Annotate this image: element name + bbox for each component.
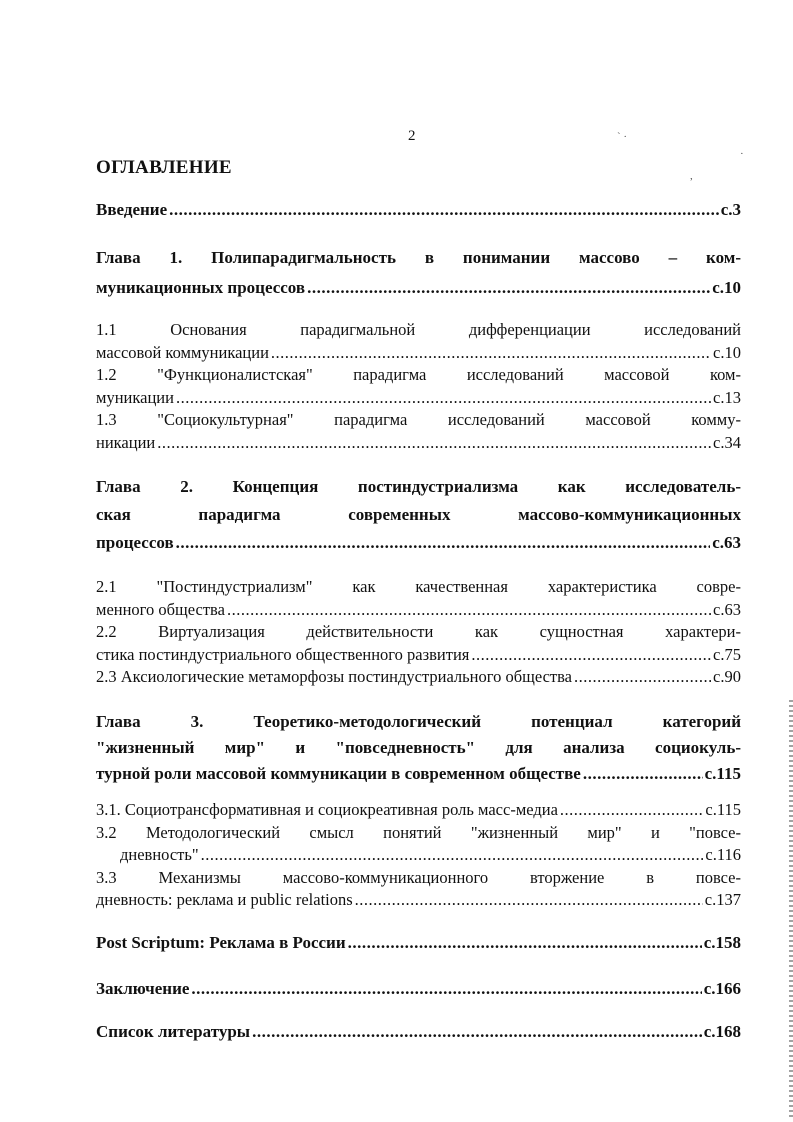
toc-entry-section-3-2[interactable] [96,822,741,867]
leader-dots [307,273,710,303]
leader-dots [348,933,702,953]
entry-page: с.75 [713,644,741,664]
toc-entry-chapter3[interactable] [96,709,741,787]
chapter-title-line: турной роли массовой коммуникации в современном обществе [96,764,581,783]
entry-page: с.63 [712,533,741,552]
entry-label: Заключение [96,979,190,998]
entry-page: с.137 [704,890,741,909]
entry-page: с.158 [703,933,741,952]
entry-page: с.3 [720,200,741,219]
chapter-title-line: ская парадигма современных массово-коммуникационных [96,505,741,524]
section-title-line: дневность" [120,845,199,864]
leader-dots [176,387,711,410]
toc-entry-section-2-1[interactable] [96,576,741,621]
leader-dots [355,889,703,912]
leader-dots [191,979,701,999]
leader-dots [176,529,711,557]
section-title-line: дневность: реклама и public relations [96,890,353,909]
chapter-title-line: Глава 1. Полипарадигмальность в понимании массово – ком- [96,248,741,267]
scan-edge-artifact [789,700,793,1120]
toc-entry-chapter1[interactable] [96,243,741,303]
chapter-title-line: процессов [96,533,174,552]
entry-page: с.34 [713,432,741,452]
section-title-line: массовой коммуникации [96,342,269,362]
scan-speck: · [740,148,744,160]
section-title-line: 3.3 Механизмы массово-коммуникационного вторжение в повсе- [96,867,741,887]
entry-label: Список литературы [96,1022,251,1041]
chapter-title-line: Глава 3. Теоретико-методологический потенциал категорий [96,712,741,731]
section-title-line: 1.1 Основания парадигмальной дифференциации исследований [96,320,741,339]
toc-entry-chapter2[interactable] [96,473,741,557]
toc-entry-bibliography[interactable] [96,1022,741,1042]
section-title-line: 3.2 Методологический смысл понятий "жизненный мир" и "повсе- [96,822,741,842]
leader-dots [271,342,711,365]
toc-entry-section-3-3[interactable] [96,867,741,912]
toc-entry-postscript[interactable] [96,933,741,953]
toc-entry-section-1-1[interactable] [96,319,741,364]
entry-page: с.13 [713,387,741,407]
section-title-line: никации [96,432,156,452]
entry-page: с.166 [703,979,741,998]
toc-entry-section-1-3[interactable] [96,409,741,454]
leader-dots [169,200,719,220]
section-title-line: стика постиндустриального общественного развития [96,644,470,664]
entry-page: с.63 [713,599,741,619]
scan-speck: , [690,170,693,182]
chapter-title-line: Глава 2. Концепция постиндустриализма как исследователь- [96,477,741,496]
entry-page: с.116 [705,845,741,864]
scan-speck: ` · [617,131,628,143]
leader-dots [583,761,703,787]
entry-page: с.10 [713,342,741,362]
toc-entry-section-2-2[interactable] [96,621,741,666]
section-title-line: 2.2 Виртуализация действительности как сущностная характери- [96,622,741,641]
section-title-line: муникации [96,387,174,407]
section-title-line: 1.3 "Социокультурная" парадигма исследований массовой комму- [96,410,741,429]
chapter-title-line: "жизненный мир" и "повседневность" для анализа социокуль- [96,738,741,757]
entry-label: Post Scriptum: Реклама в России [96,933,346,952]
entry-page: с.115 [704,764,741,783]
leader-dots [471,644,711,667]
section-title-line: менного общества [96,599,225,619]
leader-dots [157,432,711,455]
entry-page: с.90 [713,667,741,686]
toc-entry-section-1-2[interactable] [96,364,741,409]
leader-dots [227,599,711,622]
page-number: 2 [408,128,416,144]
section-title-line: 2.1 "Постиндустриализм" как качественная характеристика совре- [96,577,741,596]
toc-sections-chapter1 [96,319,741,454]
toc-entry-conclusion[interactable] [96,979,741,999]
leader-dots [560,799,703,822]
chapter-title-line: муникационных процессов [96,278,306,297]
toc-entry-section-3-1[interactable] [96,799,741,822]
toc-sections-chapter3 [96,799,741,912]
entry-label: Введение [96,200,168,219]
toc-sections-chapter2 [96,576,741,689]
section-title-line: 1.2 "Функционалистская" парадигма исследований массовой ком- [96,365,741,384]
entry-page: с.10 [712,278,741,297]
toc-title: ОГЛАВЛЕНИЕ [96,157,232,178]
leader-dots [201,844,704,867]
toc-entry-intro[interactable] [96,200,741,220]
section-title-line: 3.1. Социотрансформативная и социокреативная роль масс-медиа [96,800,558,819]
entry-page: с.168 [703,1022,741,1041]
toc-entry-section-2-3[interactable] [96,666,741,689]
leader-dots [252,1022,702,1042]
section-title-line: 2.3 Аксиологические метаморфозы постиндустриального общества [96,667,573,686]
entry-page: с.115 [705,800,741,819]
leader-dots [574,666,711,689]
